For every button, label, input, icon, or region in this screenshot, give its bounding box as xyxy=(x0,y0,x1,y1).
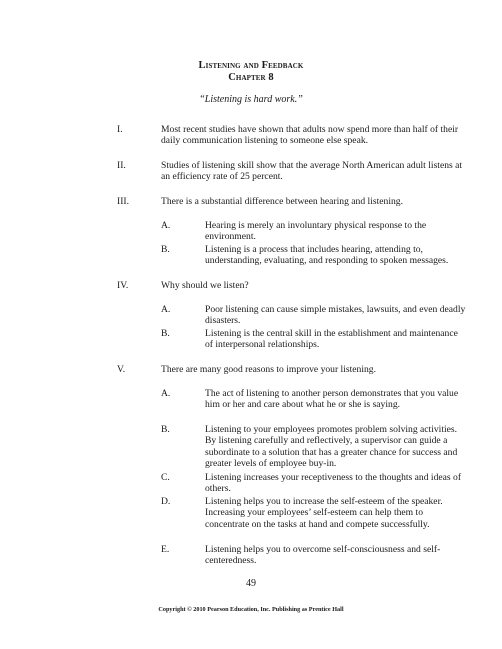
subitem-text: Listening to your employees promotes problem solving activities. By listening carefully and reflectively, a supervisor can guide a subordinate to a solution that has a greater chance for success and greater levels of employee buy-in. xyxy=(205,424,458,470)
subitem-text: Listening helps you to overcome self-consciousness and self-centeredness. xyxy=(205,544,441,567)
subitem-text: Hearing is merely an involuntary physical response to the environment. xyxy=(205,220,427,243)
subitem-letter: B. xyxy=(161,424,170,435)
subitem-text: Listening increases your receptiveness to the thoughts and ideas of others. xyxy=(205,472,462,495)
subitem-text: Listening helps you to increase the self-esteem of the speaker. Increasing your employees’ self-esteem can help them to concentrate on the tasks at hand and compete successfully. xyxy=(205,496,443,530)
chapter-number xyxy=(0,72,502,83)
chapter-quote: “Listening is hard work.” xyxy=(199,94,303,105)
subitem-letter: D. xyxy=(161,496,171,507)
subitem-text: Listening is the central skill in the establishment and maintenance of interpersonal relationships. xyxy=(205,328,458,351)
item-number: III. xyxy=(117,196,129,207)
item-text: Studies of listening skill show that the average North American adult listens at an efficiency rate of 25 percent. xyxy=(161,160,463,183)
subitem-letter: B. xyxy=(161,244,170,255)
page-number: 49 xyxy=(246,578,256,589)
item-text: There are many good reasons to improve your listening. xyxy=(161,364,377,375)
subitem-letter: A. xyxy=(161,388,171,399)
item-text: Why should we listen? xyxy=(161,280,249,291)
subitem-letter: E. xyxy=(161,544,170,555)
subitem-text: Listening is a process that includes hearing, attending to, understanding, evaluating, and responding to spoken messages. xyxy=(205,244,449,267)
item-number: V. xyxy=(117,364,126,375)
chapter-title-text: Listening and Feedback xyxy=(198,60,304,71)
subitem-letter: B. xyxy=(161,328,170,339)
item-text: Most recent studies have shown that adults now spend more than half of their daily communication listening to someone else speak. xyxy=(161,124,459,147)
subitem-letter: C. xyxy=(161,472,170,483)
copyright-notice: Copyright © 2010 Pearson Education, Inc. Publishing as Prentice Hall xyxy=(158,606,344,613)
item-number: IV. xyxy=(117,280,129,291)
subitem-letter: A. xyxy=(161,220,171,231)
subitem-text: The act of listening to another person demonstrates that you value him or her and care about what he or she is saying. xyxy=(205,388,459,411)
subitem-text: Poor listening can cause simple mistakes, lawsuits, and even deadly disasters. xyxy=(205,304,466,327)
chapter-title xyxy=(0,60,502,71)
item-number: I. xyxy=(117,124,123,135)
item-number: II. xyxy=(117,160,126,171)
item-text: There is a substantial difference between hearing and listening. xyxy=(161,196,403,207)
chapter-number-text: Chapter 8 xyxy=(228,72,274,83)
subitem-letter: A. xyxy=(161,304,171,315)
